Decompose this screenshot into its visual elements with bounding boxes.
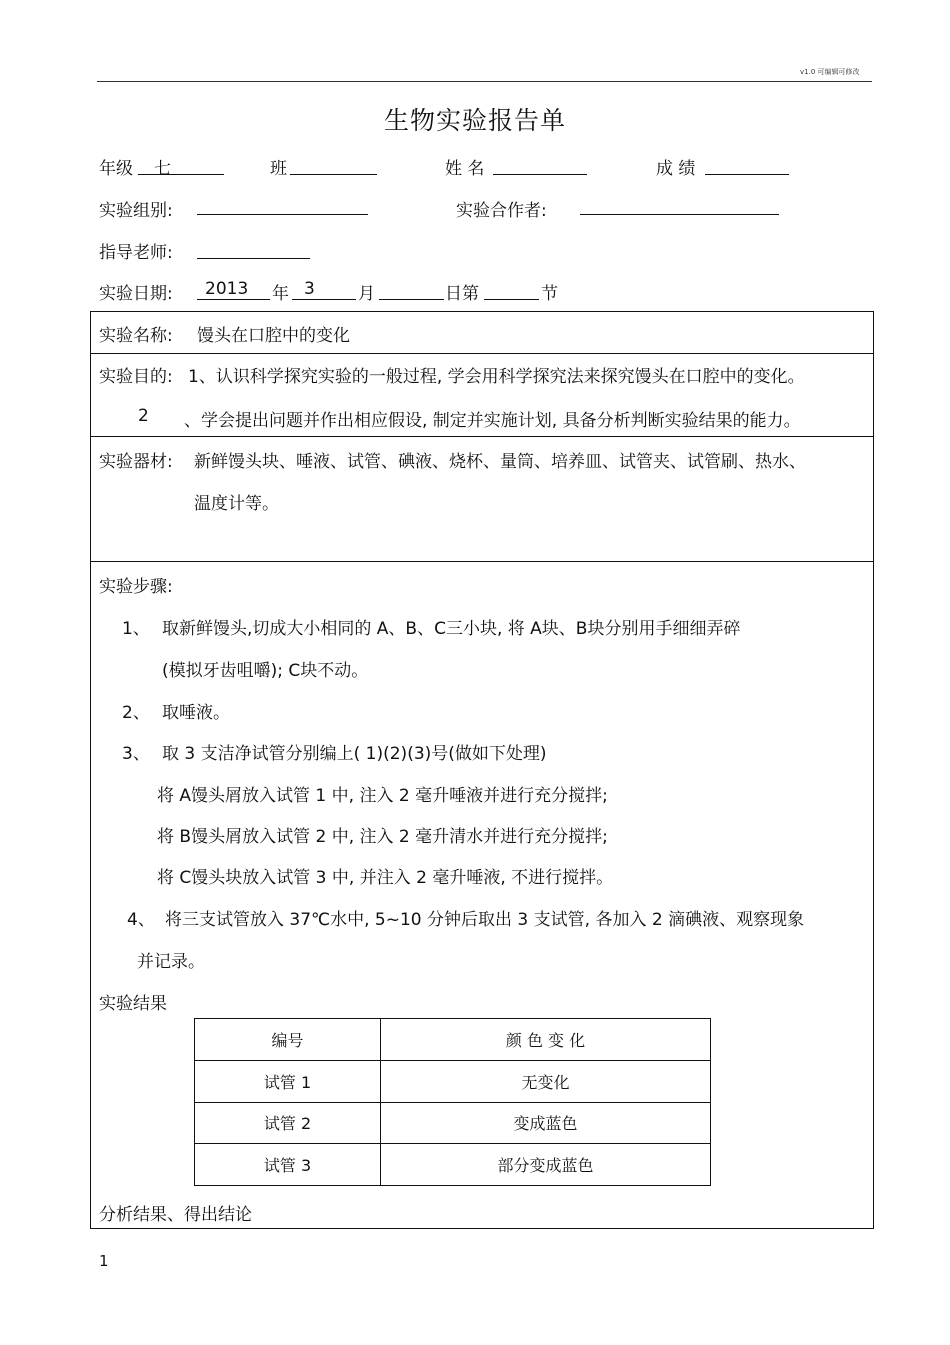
table-row [195,1144,711,1186]
table-cell: 试管 1 [195,1060,381,1102]
table-cell: 部分变成蓝色 [381,1144,711,1186]
divider-materials [90,561,874,562]
divider-name [90,353,874,354]
grade-label: 年级 [99,159,133,179]
class-field[interactable] [290,154,377,175]
step-3-sub-c: 将 C馒头块放入试管 3 中, 并注入 2 毫升唾液, 不进行搅拌。 [157,868,614,888]
step-1-line-2: (模拟牙齿咀嚼); C块不动。 [162,661,369,681]
partner-field[interactable] [580,194,779,215]
grade-value: 七 [154,159,171,179]
materials-line-1: 新鲜馒头块、唾液、试管、碘液、烧杯、量筒、培养皿、试管夹、试管刷、热水、 [194,452,806,472]
purpose-item-1: 1、认识科学探究实验的一般过程, 学会用科学探究法来探究馒头在口腔中的变化。 [188,367,805,387]
materials-line-2: 温度计等。 [194,494,279,514]
month-value: 3 [304,279,315,299]
year-field[interactable] [197,279,270,300]
day-label: 日第 [445,284,479,304]
step-3-text: 取 3 支洁净试管分别编上( 1)(2)(3)号(做如下处理) [162,744,547,764]
group-field[interactable] [197,194,368,215]
table-cell: 试管 2 [195,1102,381,1144]
step-1-line-1: 取新鲜馒头,切成大小相同的 A、B、C三小块, 将 A块、B块分别用手细细弄碎 [162,619,741,639]
purpose-label: 实验目的: [99,367,173,387]
results-label: 实验结果 [99,994,167,1014]
year-label: 年 [272,284,289,304]
results-table [194,1018,711,1186]
conclusion-label: 分析结果、得出结论 [99,1205,252,1225]
table-row [195,1060,711,1102]
table-cell: 变成蓝色 [381,1102,711,1144]
teacher-field[interactable] [197,238,310,259]
purpose-item-2-number: 2 [138,406,149,426]
page-number: 1 [99,1252,109,1270]
day-field[interactable] [379,279,444,300]
table-cell: 无变化 [381,1060,711,1102]
name-field[interactable] [493,154,587,175]
section-field[interactable] [484,279,539,300]
year-value: 2013 [205,279,249,299]
grade-field[interactable] [138,154,224,179]
step-2-number: 2、 [122,703,150,723]
experiment-name-label: 实验名称: [99,326,173,346]
step-4-line-1: 将三支试管放入 37℃水中, 5~10 分钟后取出 3 支试管, 各加入 2 滴碘液、观察现象 [165,910,805,930]
steps-label: 实验步骤: [99,577,173,597]
month-label: 月 [358,284,375,304]
table-header-cell: 编号 [195,1019,381,1061]
table-row [195,1102,711,1144]
table-header-row [195,1019,711,1061]
divider-purpose [90,436,874,437]
header-divider [97,81,872,82]
month-field[interactable] [292,279,356,300]
class-label: 班 [270,159,287,179]
experiment-name-value: 馒头在口腔中的变化 [197,326,350,346]
score-label: 成 绩 [656,159,696,179]
group-label: 实验组别: [99,201,173,221]
section-label: 节 [541,284,558,304]
step-4-line-2: 并记录。 [137,952,205,972]
version-note: v1.0 可编辑可修改 [800,68,860,76]
score-field[interactable] [705,154,789,175]
table-cell: 试管 3 [195,1144,381,1186]
date-label: 实验日期: [99,284,173,304]
table-header-cell: 颜 色 变 化 [381,1019,711,1061]
partner-label: 实验合作者: [456,201,547,221]
name-label: 姓 名 [445,159,485,179]
materials-label: 实验器材: [99,452,173,472]
teacher-label: 指导老师: [99,243,173,263]
step-1-number: 1、 [122,619,150,639]
step-3-number: 3、 [122,744,150,764]
step-4-number: 4、 [127,910,155,930]
page-title: 生物实验报告单 [383,106,566,135]
step-3-sub-b: 将 B馒头屑放入试管 2 中, 注入 2 毫升清水并进行充分搅拌; [157,827,608,847]
purpose-item-2: 、学会提出问题并作出相应假设, 制定并实施计划, 具备分析判断实验结果的能力。 [184,411,801,431]
step-2-text: 取唾液。 [162,703,230,723]
step-3-sub-a: 将 A馒头屑放入试管 1 中, 注入 2 毫升唾液并进行充分搅拌; [157,786,608,806]
